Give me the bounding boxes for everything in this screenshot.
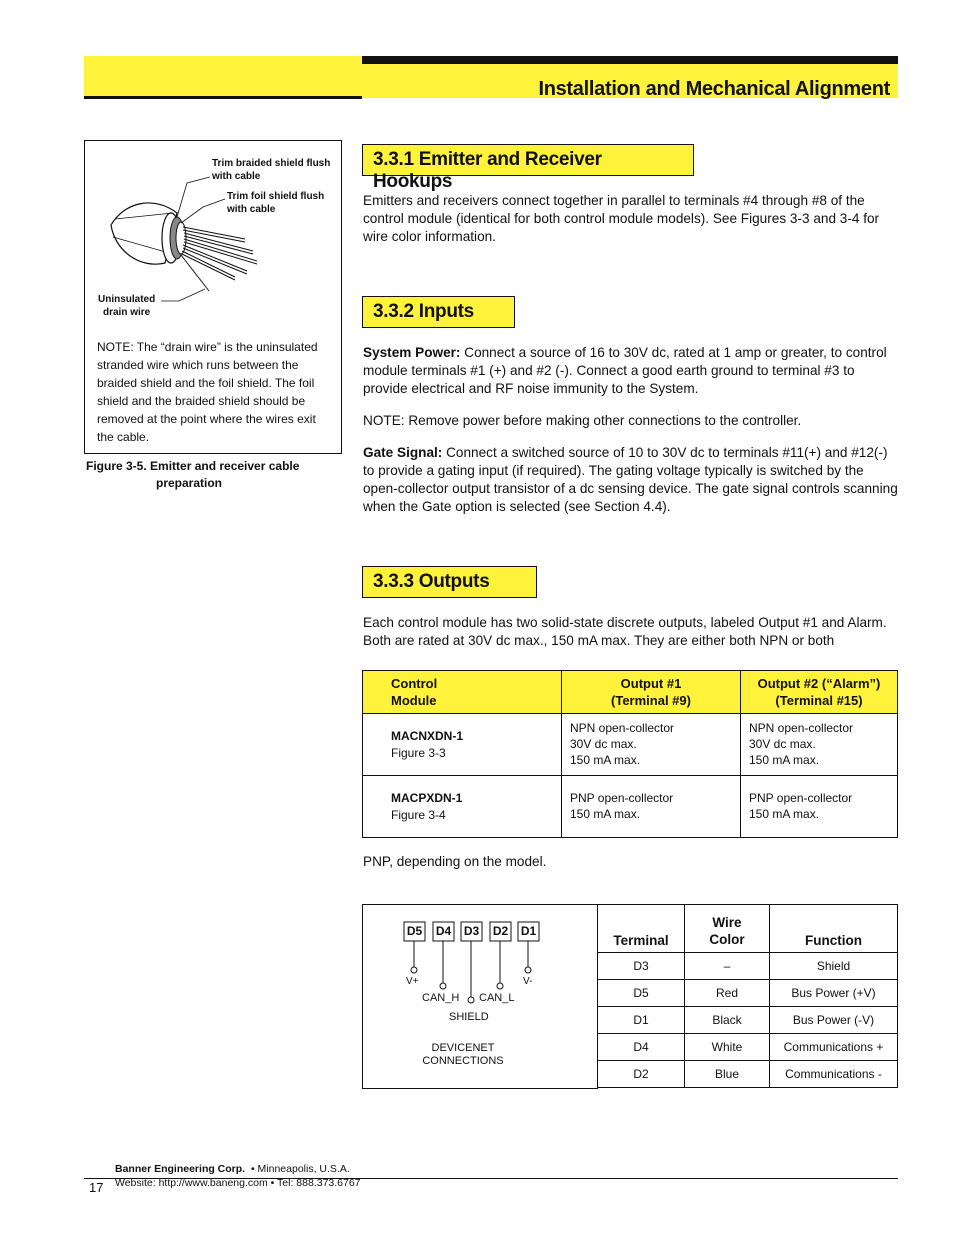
footer-company-line: Banner Engineering Corp. • Minneapolis, U.S.A. — [115, 1163, 350, 1175]
function-cell: Communications + — [770, 1034, 898, 1061]
table-row — [598, 1007, 898, 1034]
output-1-cell: NPN open-collector 30V dc max. 150 mA max. — [562, 714, 741, 776]
label-drain-wire: Uninsulated drain wire — [98, 294, 156, 318]
label-v-plus: V+ — [406, 976, 419, 987]
terminal-d3: D3 — [463, 924, 480, 938]
output-1-cell: PNP open-collector 150 mA max. — [562, 776, 741, 838]
terminal-cell: D1 — [598, 1007, 685, 1034]
page-number: 17 — [89, 1180, 104, 1195]
function-cell: Communications - — [770, 1061, 898, 1088]
terminal-d4: D4 — [435, 924, 452, 938]
header-output-1: Output #1 (Terminal #9) — [562, 671, 741, 714]
header-function: Function — [770, 905, 898, 953]
color-cell: Red — [685, 980, 770, 1007]
table-row — [363, 714, 898, 776]
devicenet-diagram — [362, 904, 598, 1089]
terminal-d2: D2 — [492, 924, 509, 938]
inputs-note: NOTE: Remove power before making other connections to the controller. — [363, 413, 802, 428]
function-cell: Shield — [770, 953, 898, 980]
terminal-d1: D1 — [520, 924, 537, 938]
terminal-cell: D3 — [598, 953, 685, 980]
outputs-after-table: PNP, depending on the model. — [363, 854, 547, 869]
label-can-l: CAN_L — [479, 992, 515, 1004]
output-2-cell: NPN open-collector 30V dc max. 150 mA max. — [741, 714, 898, 776]
header-output-2: Output #2 (“Alarm”) (Terminal #15) — [741, 671, 898, 714]
label-trim-foil-shield: Trim foil shield flush with cable — [227, 191, 325, 215]
terminal-cell: D4 — [598, 1034, 685, 1061]
table-row — [598, 1061, 898, 1088]
wire-color-table — [597, 904, 898, 1088]
header-wire-color: Wire Color — [685, 905, 770, 953]
terminal-cell: D5 — [598, 980, 685, 1007]
section-title-inputs: 3.3.2 Inputs — [362, 296, 515, 328]
devicenet-caption: DEVICENET CONNECTIONS — [422, 1042, 504, 1067]
header-bar-left — [84, 56, 362, 99]
terminal-d5: D5 — [406, 924, 423, 938]
label-trim-braided-shield: Trim braided shield flush with cable — [212, 158, 331, 182]
wire-table-header — [598, 905, 898, 953]
figure-note: NOTE: The “drain wire” is the uninsulated stranded wire which runs between the braided shield and the foil shield. The foil shield and the braided shield should be removed at the point where the wires exit the cable. — [97, 340, 318, 444]
page-title: Installation and Mechanical Alignment — [538, 78, 890, 100]
system-power-paragraph: System Power: Connect a source of 16 to 30V dc, rated at 1 amp or greater, to control module terminals #1 (+) and #2 (-). Connect a good earth ground to terminal #3 to provide electrical and RF noise immunity to the System. — [363, 345, 887, 396]
hookups-body: Emitters and receivers connect together in parallel to terminals #4 through #8 of the control module (identical for both control module models). See Figures 3-3 and 3-4 for wire color information. — [363, 193, 880, 244]
section-title-outputs: 3.3.3 Outputs — [362, 566, 537, 598]
footer-contact: Website: http://www.baneng.com • Tel: 888.373.6767 — [115, 1177, 361, 1189]
output-2-cell: PNP open-collector 150 mA max. — [741, 776, 898, 838]
color-cell: Black — [685, 1007, 770, 1034]
section-title-hookups: 3.3.1 Emitter and Receiver Hookups — [362, 144, 694, 176]
table-row — [598, 953, 898, 980]
label-can-h: CAN_H — [422, 992, 460, 1004]
table-row — [598, 980, 898, 1007]
outputs-table — [362, 670, 898, 838]
table-row — [598, 1034, 898, 1061]
figure-caption: Figure 3-5. Emitter and receiver cable preparation — [86, 459, 300, 490]
color-cell: White — [685, 1034, 770, 1061]
header-terminal: Terminal — [598, 905, 685, 953]
function-cell: Bus Power (+V) — [770, 980, 898, 1007]
gate-signal-paragraph: Gate Signal: Connect a switched source of 10 to 30V dc to terminals #11(+) and #12(-) to provide a gating input (if required). The gating voltage typically is switched by the open-collector output transistor of a dc sensing device. The gate signal controls scanning when the Gate option is selected (see Section 4.4). — [363, 445, 898, 514]
outputs-body: Each control module has two solid-state discrete outputs, labeled Output #1 and Alarm. Both are rated at 30V dc max., 150 mA max. They are either both NPN or both — [363, 615, 887, 648]
model-cell: MACNXDN-1 Figure 3-3 — [363, 714, 562, 776]
model-cell: MACPXDN-1 Figure 3-4 — [363, 776, 562, 838]
table-row — [363, 776, 898, 838]
outputs-table-header — [363, 671, 898, 714]
function-cell: Bus Power (-V) — [770, 1007, 898, 1034]
header-control-module: Control Module — [363, 671, 562, 714]
terminal-cell: D2 — [598, 1061, 685, 1088]
color-cell: – — [685, 953, 770, 980]
color-cell: Blue — [685, 1061, 770, 1088]
label-shield: SHIELD — [449, 1011, 489, 1023]
label-v-minus: V- — [523, 976, 533, 987]
header-bar-right — [362, 56, 898, 98]
